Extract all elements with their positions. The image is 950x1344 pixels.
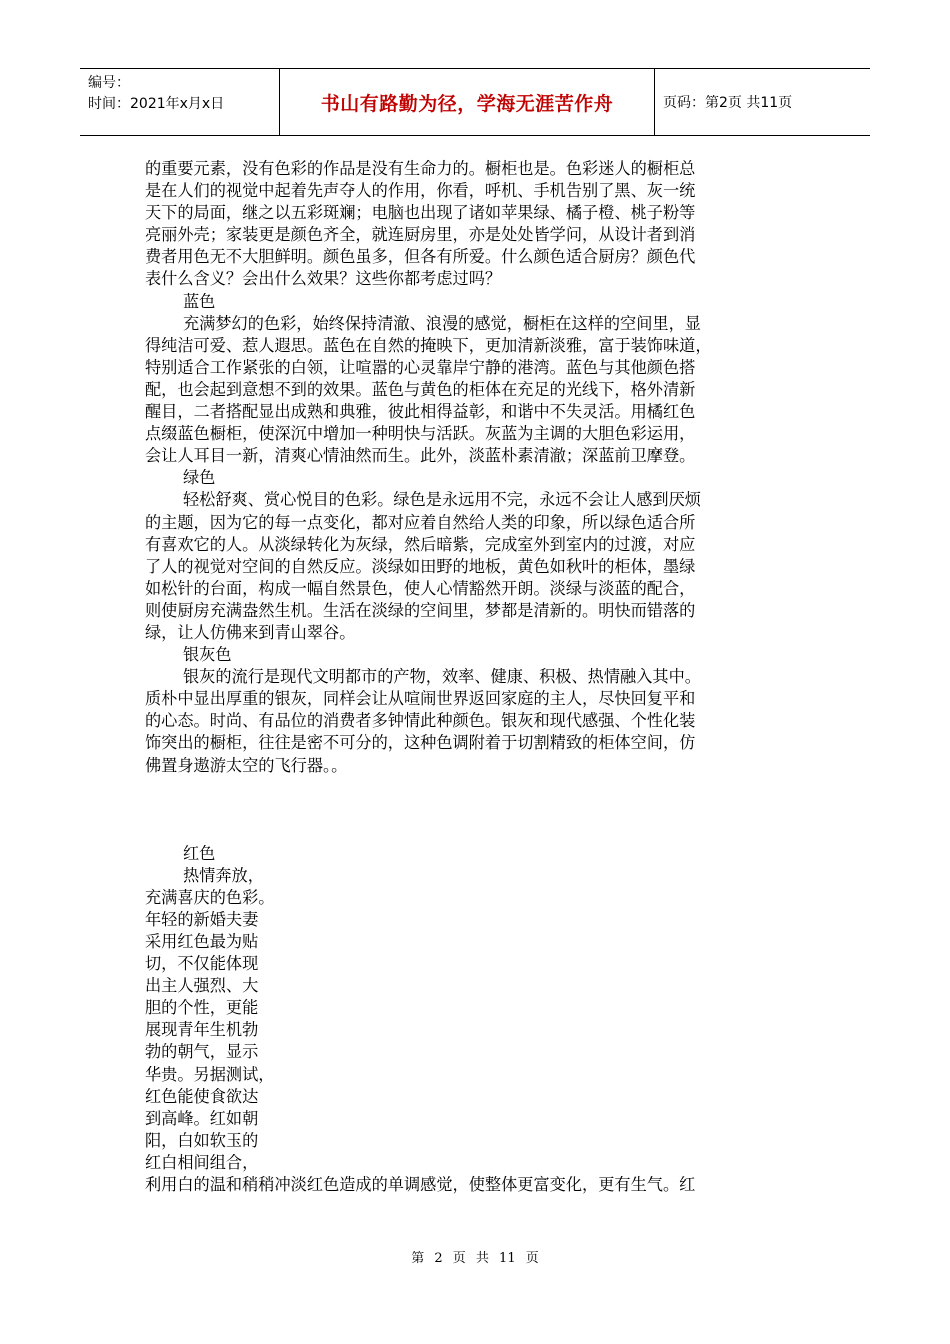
page-footer: 第 2 页 共 11 页	[411, 1251, 539, 1266]
text-line: 轻松舒爽、赏心悦目的色彩。绿色是永远用不完，永远不会让人感到厌烦	[183, 490, 701, 510]
text-line: 充满梦幻的色彩，始终保持清澈、浪漫的感觉，橱柜在这样的空间里，显	[183, 313, 701, 333]
section-heading-blue: 蓝色	[183, 291, 216, 311]
header-meta	[80, 69, 280, 135]
page-header	[80, 68, 870, 136]
text-line: 如松针的台面，构成一幅自然景色，使人心情豁然开朗。淡绿与淡蓝的配合，	[145, 578, 696, 598]
header-page-label: 页码：第2页 共11页	[663, 95, 793, 111]
section-heading-red: 红色	[183, 843, 216, 863]
text-line: 胆的个性，更能	[145, 998, 259, 1018]
text-line: 阳，白如软玉的	[145, 1130, 259, 1150]
text-line: 出主人强烈、大	[145, 976, 259, 996]
section-heading-green: 绿色	[183, 468, 216, 488]
text-line: 表什么含义？会出什么效果？这些你都考虑过吗？	[145, 269, 502, 289]
text-line: 热情奔放，	[183, 865, 264, 885]
text-line: 得纯洁可爱、惹人遐思。蓝色在自然的掩映下，更加清新淡雅，富于装饰味道，	[145, 335, 712, 355]
text-line: 切，不仅能体现	[145, 954, 259, 974]
text-line: 红色能使食欲达	[145, 1086, 259, 1106]
text-line: 展现青年生机勃	[145, 1020, 259, 1040]
text-line: 了人的视觉对空间的自然反应。淡绿如田野的地板，黄色如秋叶的柜体，墨绿	[145, 556, 696, 576]
text-line: 采用红色最为贴	[145, 932, 259, 951]
red-paragraph	[145, 865, 800, 1196]
text-line: 醒目，二者搭配显出成熟和典雅，彼此相得益彰，和谐中不失灵活。用橘红色	[145, 402, 696, 422]
text-line: 充满喜庆的色彩。	[145, 887, 275, 907]
text-line: 银灰的流行是现代文明都市的产物，效率、健康、积极、热情融入其中。	[183, 667, 701, 687]
text-line: 则使厨房充满盎然生机。生活在淡绿的空间里，梦都是清新的。明快而错落的	[145, 600, 696, 620]
document-time-label: 时间：2021年x月x日	[88, 96, 225, 112]
text-line: 饰突出的橱柜，往往是密不可分的，这种色调附着于切割精致的柜体空间，仿	[145, 733, 696, 753]
section-heading-silver: 银灰色	[183, 645, 232, 665]
text-line: 华贵。另据测试，	[145, 1064, 275, 1084]
text-line: 利用白的温和稍稍冲淡红色造成的单调感觉，使整体更富变化，更有生气。红	[145, 1175, 696, 1195]
blue-paragraph	[145, 313, 800, 468]
blank-space	[145, 777, 800, 843]
document-number-label: 编号：	[88, 75, 130, 91]
text-line: 勃的朝气，显示	[145, 1042, 259, 1062]
text-line: 是在人们的视觉中起着先声夺人的作用，你看，呼机、手机告别了黑、灰一统	[145, 181, 696, 201]
text-line: 有喜欢它的人。从淡绿转化为灰绿，然后暗紫，完成室外到室内的过渡，对应	[145, 534, 696, 554]
silver-paragraph	[145, 666, 800, 776]
text-line: 到高峰。红如朝	[145, 1108, 259, 1128]
text-line: 的重要元素，没有色彩的作品是没有生命力的。橱柜也是。色彩迷人的橱柜总	[145, 159, 696, 178]
text-line: 亮丽外壳；家装更是颜色齐全，就连厨房里，亦是处处皆学问，从设计者到消	[145, 225, 696, 245]
text-line: 红白相间组合，	[145, 1152, 259, 1172]
text-line: 质朴中显出厚重的银灰，同样会让从喧闹世界返回家庭的主人，尽快回复平和	[145, 689, 696, 709]
text-line: 配，也会起到意想不到的效果。蓝色与黄色的柜体在充足的光线下，格外清新	[145, 379, 696, 399]
document-body	[145, 158, 800, 1196]
intro-paragraph	[145, 158, 800, 291]
text-line: 年轻的新婚夫妻	[145, 909, 259, 929]
header-motto: 书山有路勤为径，学海无涯苦作舟	[280, 69, 655, 135]
green-paragraph	[145, 489, 800, 644]
text-line: 的主题，因为它的每一点变化，都对应着自然给人类的印象，所以绿色适合所	[145, 512, 696, 532]
text-line: 的心态。时尚、有品位的消费者多钟情此种颜色。银灰和现代感强、个性化装	[145, 711, 696, 731]
text-line: 绿，让人仿佛来到青山翠谷。	[145, 622, 356, 642]
text-line: 特别适合工作紧张的白领，让喧嚣的心灵靠岸宁静的港湾。蓝色与其他颜色搭	[145, 357, 696, 377]
text-line: 会让人耳目一新，清爽心情油然而生。此外，淡蓝朴素清澈；深蓝前卫摩登。	[145, 446, 696, 466]
text-line: 天下的局面，继之以五彩斑斓；电脑也出现了诸如苹果绿、橘子橙、桃子粉等	[145, 203, 696, 223]
text-line: 佛置身遨游太空的飞行器。。	[145, 755, 348, 775]
text-line: 费者用色无不大胆鲜明。颜色虽多，但各有所爱。什么颜色适合厨房？颜色代	[145, 247, 696, 267]
text-line: 点缀蓝色橱柜，使深沉中增加一种明快与活跃。灰蓝为主调的大胆色彩运用，	[145, 424, 696, 444]
